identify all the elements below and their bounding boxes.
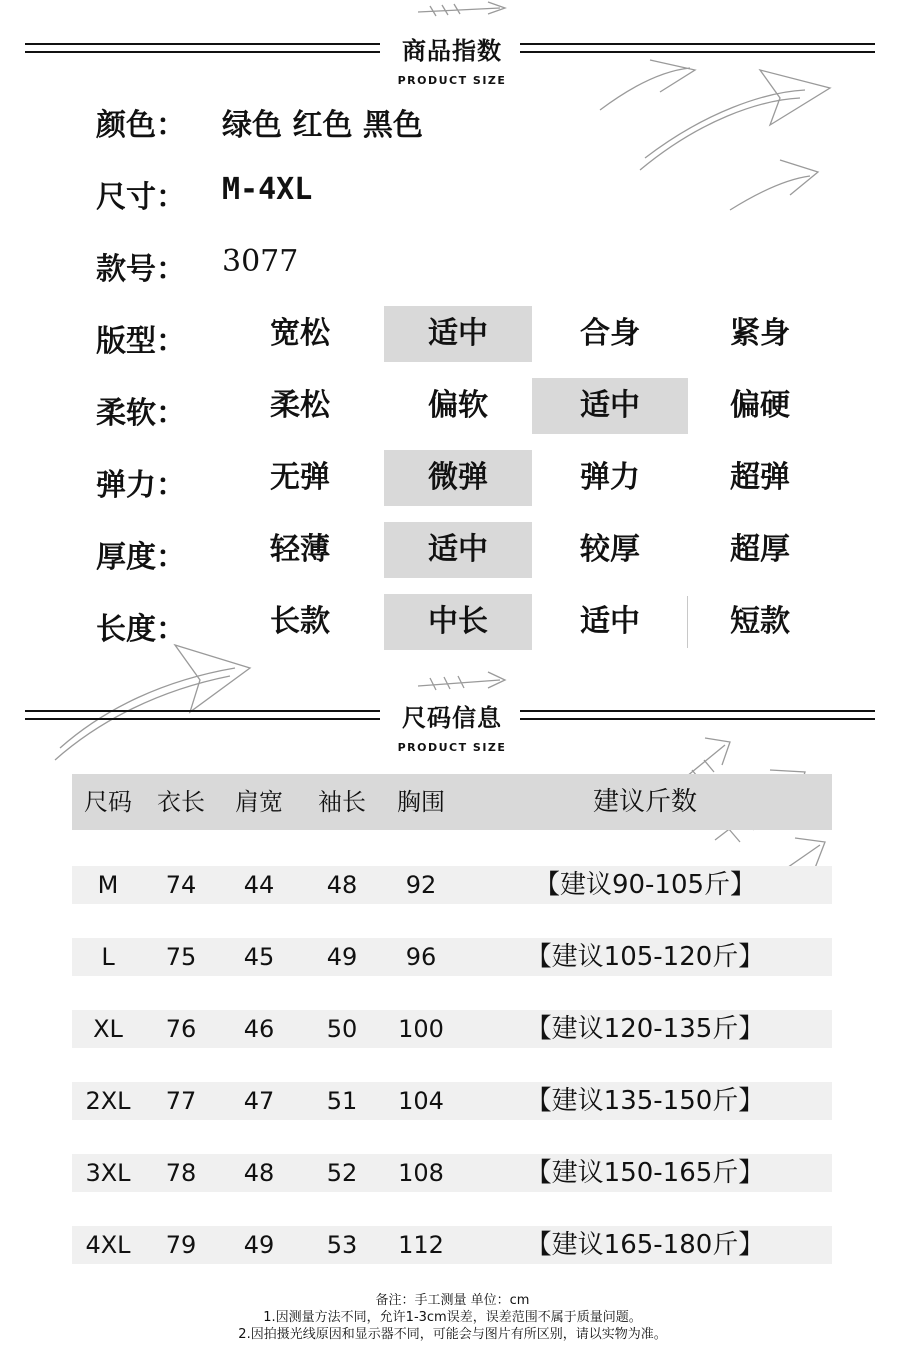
note-line: 备注：手工测量 单位：cm (375, 1293, 530, 1308)
style-number-value: 3077 (222, 244, 299, 279)
table-cell: 45 (243, 943, 275, 971)
attribute-option: 合身 (580, 316, 640, 351)
column-header: 肩宽 (235, 788, 283, 816)
header-rule (25, 718, 380, 720)
section-title: 尺码信息 (402, 704, 502, 732)
attribute-option: 适中 (580, 604, 640, 639)
table-cell: 96 (405, 943, 437, 971)
attribute-option-selected: 微弹 (384, 450, 532, 506)
table-cell: 48 (243, 1159, 275, 1187)
header-rule (520, 710, 875, 712)
section-subtitle: PRODUCT SIZE (397, 741, 507, 754)
table-cell: 【建议135-150斤】 (525, 1086, 765, 1116)
table-cell: 76 (165, 1015, 197, 1043)
table-cell: 49 (243, 1231, 275, 1259)
column-header: 衣长 (157, 788, 205, 816)
section-subtitle: PRODUCT SIZE (397, 74, 507, 87)
table-cell: 53 (326, 1231, 358, 1259)
attribute-option: 无弹 (270, 460, 330, 495)
header-rule (520, 43, 875, 45)
attribute-label: 厚度： (96, 540, 186, 575)
table-cell: 79 (165, 1231, 197, 1259)
table-cell: 74 (165, 871, 197, 899)
attribute-option-selected: 适中 (384, 306, 532, 362)
color-value: 绿色 红色 黑色 (222, 108, 423, 143)
attribute-option: 较厚 (580, 532, 640, 567)
attribute-option-selected: 中长 (384, 594, 532, 650)
style-number-label: 款号： (96, 252, 186, 287)
table-cell: 51 (326, 1087, 358, 1115)
column-header: 尺码 (84, 788, 132, 816)
table-cell: 75 (165, 943, 197, 971)
attribute-option: 紧身 (730, 316, 790, 351)
header-rule (25, 710, 380, 712)
table-cell: 【建议165-180斤】 (525, 1230, 765, 1260)
attribute-option: 偏软 (428, 388, 488, 423)
table-cell: 78 (165, 1159, 197, 1187)
table-cell: 104 (398, 1087, 444, 1115)
attribute-option: 偏硬 (730, 388, 790, 423)
attribute-label: 柔软： (96, 396, 186, 431)
table-cell: 47 (243, 1087, 275, 1115)
header-rule (520, 718, 875, 720)
size-label: 尺寸： (96, 180, 186, 215)
attribute-label: 弹力： (96, 468, 186, 503)
header-rule (25, 51, 380, 53)
table-cell: 100 (398, 1015, 444, 1043)
attribute-option: 轻薄 (270, 532, 330, 567)
attribute-option-selected: 适中 (384, 522, 532, 578)
column-header: 胸围 (397, 788, 445, 816)
table-cell: 44 (243, 871, 275, 899)
table-cell: 92 (405, 871, 437, 899)
table-cell: 112 (398, 1231, 444, 1259)
column-header: 建议斤数 (592, 787, 697, 817)
note-line: 1.因测量方法不同，允许1-3cm误差，误差范围不属于质量问题。 (263, 1310, 642, 1325)
section-title: 商品指数 (402, 37, 502, 65)
attribute-option: 宽松 (270, 316, 330, 351)
table-cell: XL (93, 1015, 123, 1043)
size-value: M-4XL (222, 172, 313, 207)
color-label: 颜色： (96, 108, 186, 143)
attribute-option: 超弹 (730, 460, 790, 495)
table-cell: 77 (165, 1087, 197, 1115)
table-cell: M (97, 871, 119, 899)
table-cell: 【建议105-120斤】 (525, 942, 765, 972)
table-cell: 2XL (85, 1087, 131, 1115)
table-cell: 49 (326, 943, 358, 971)
attribute-option-selected: 适中 (532, 378, 688, 434)
table-cell: 52 (326, 1159, 358, 1187)
table-cell: 4XL (85, 1231, 131, 1259)
attribute-option: 长款 (270, 604, 330, 639)
attribute-option: 柔松 (270, 388, 330, 423)
table-cell: 【建议90-105斤】 (533, 870, 757, 900)
table-cell: 50 (326, 1015, 358, 1043)
table-cell: 46 (243, 1015, 275, 1043)
table-cell: 3XL (85, 1159, 131, 1187)
attribute-option: 超厚 (730, 532, 790, 567)
attribute-option: 短款 (730, 604, 790, 639)
header-rule (520, 51, 875, 53)
table-cell: 48 (326, 871, 358, 899)
table-cell: L (101, 943, 115, 971)
attribute-label: 版型： (96, 324, 186, 359)
header-rule (25, 43, 380, 45)
attribute-option: 弹力 (580, 460, 640, 495)
table-cell: 【建议150-165斤】 (525, 1158, 765, 1188)
note-line: 2.因拍摄光线原因和显示器不同，可能会与图片有所区别，请以实物为准。 (238, 1327, 667, 1342)
column-header: 袖长 (318, 788, 366, 816)
table-cell: 108 (398, 1159, 444, 1187)
table-cell: 【建议120-135斤】 (525, 1014, 765, 1044)
attribute-label: 长度： (96, 612, 186, 647)
